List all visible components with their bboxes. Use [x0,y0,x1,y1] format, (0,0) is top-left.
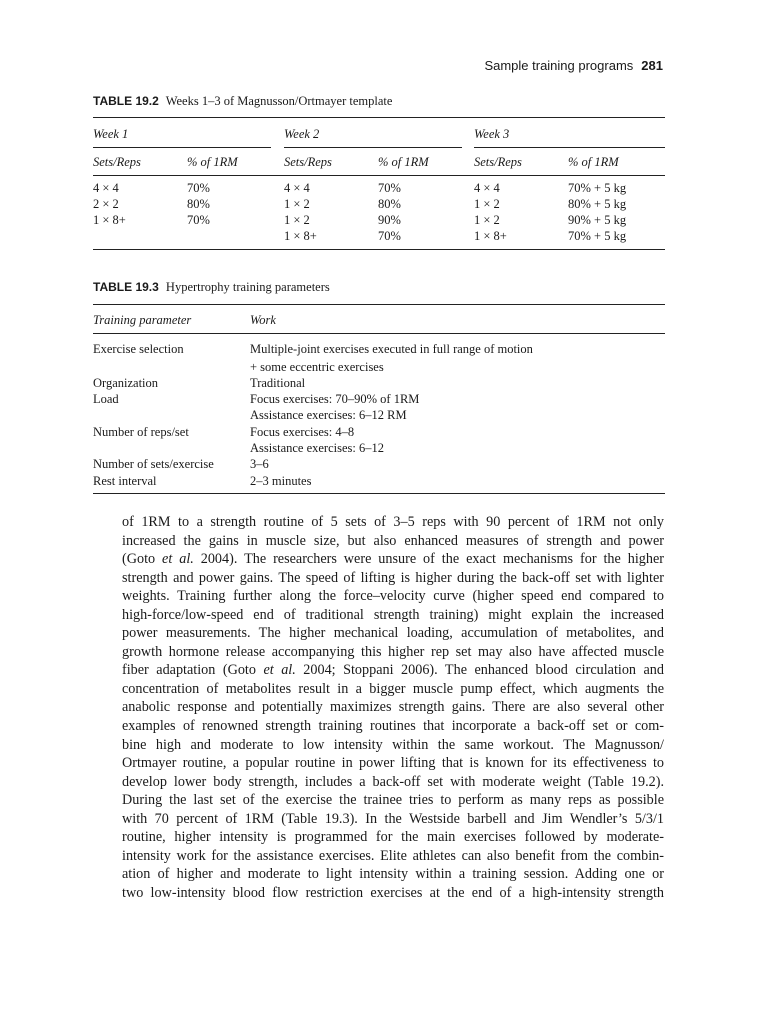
table-cell: 70% [187,213,210,227]
table-cell: 1 × 2 [284,197,310,211]
italic-et-al: et al. [162,551,194,568]
table-cell: 4 × 4 [284,181,310,195]
table-cell: 80% + 5 kg [568,197,627,211]
table-cell: Number of sets/exercise [93,457,214,471]
table-cell: 1 × 8+ [93,213,126,227]
table-cell: 80% [187,197,210,211]
table-cell: 1 × 2 [284,213,310,227]
table-title: Hypertrophy training parameters [165,280,330,294]
text-line: fiber adaptation (Goto et al. 2004; Stoppani 2006). The enhanced blood circulation and [122,662,664,679]
table-19-3-caption [93,280,330,295]
text-line: ation of higher and moderate to light intensity within a training session. Adding one or [122,866,664,883]
running-head [484,58,663,73]
table-19-2-caption [93,94,392,109]
column-header: % of 1RM [378,155,429,169]
column-header: Training parameter [93,313,192,327]
table-cell: 80% [378,197,401,211]
table-cell: Organization [93,376,159,390]
table-title: Weeks 1–3 of Magnusson/Ortmayer template [165,94,393,108]
text-line: develop lower body strength, includes a back-off set with moderate weight (Table 19.2). [122,773,664,790]
column-header: Work [250,313,276,327]
header-rule [93,333,665,334]
text-line: power measurements. The higher mechanical loading, accumulation of metabolites, and [122,625,664,642]
column-header: % of 1RM [187,155,238,169]
text-line: weights. Training further along the force–velocity curve (higher speed end compared to [122,588,664,605]
table-cell: 4 × 4 [93,181,119,195]
table-cell: Number of reps/set [93,425,189,439]
table-cell: Multiple-joint exercises executed in full range of motion [250,342,533,356]
table-cell: 70% [187,181,210,195]
table-cell: Load [93,392,119,406]
text-line: two low-intensity blood flow restriction exercises at the end of a high-intensity strength [122,884,664,901]
column-header: Sets/Reps [474,155,522,169]
week-underline [284,147,462,148]
table-cell: Focus exercises: 4–8 [250,425,355,439]
table-label: TABLE 19.2 [93,94,159,108]
table-cell: 70% [378,181,401,195]
header-rule [93,175,665,176]
table-cell: 90% + 5 kg [568,213,627,227]
week-underline [474,147,665,148]
table-cell: 90% [378,213,401,227]
table-cell: + some eccentric exercises [250,360,384,374]
table-cell: 2–3 minutes [250,474,312,488]
text-line: high-force/low-speed end of traditional strength training) might explain the increased [122,606,664,623]
column-header: % of 1RM [568,155,619,169]
table-cell: 4 × 4 [474,181,500,195]
text-line: concentration of metabolites result in a bigger muscle pump effect, which augments the [122,680,664,697]
week-underline [93,147,271,148]
table-cell: Rest interval [93,474,157,488]
table-cell: 2 × 2 [93,197,119,211]
table-cell: 3–6 [250,457,269,471]
table-cell: 70% [378,229,401,243]
page-number: 281 [641,58,663,73]
text-line: Ortmayer routine, a popular routine in power lifting that is known for its effectiveness to [122,755,664,772]
text-line: strength and power gains. The speed of lifting is higher during the back-off set with lighter [122,569,664,586]
text-line: growth hormone release accompanying this higher rep set may also have affected muscle [122,643,664,660]
week-header: Week 2 [284,127,320,141]
text-line: of 1RM to a strength routine of 5 sets of 3–5 reps with 90 percent of 1RM not only [122,514,664,530]
text-line: with 70 percent of 1RM (Table 19.3). In the Westside barbell and Jim Wendler’s 5/3/1 [122,810,664,827]
table-cell: Focus exercises: 70–90% of 1RM [250,392,420,406]
table-cell: 1 × 2 [474,197,500,211]
text-line: (Goto et al. 2004). The researchers were unsure of the exact mechanisms for the higher [122,551,664,568]
table-cell: 1 × 8+ [284,229,317,243]
table-cell: 70% + 5 kg [568,181,627,195]
table-cell: Assistance exercises: 6–12 [250,441,384,455]
text-line: bine high and moderate to low intensity within the same workout. The Magnusson/ [122,736,664,753]
column-header: Sets/Reps [284,155,332,169]
text-line: routine, higher intensity is programmed for the main exercises followed by moderate- [122,829,664,846]
body-paragraph [122,513,664,902]
text-line: intensity work for the assistance exercises. Elite athletes can also benefit from the combin- [122,847,664,864]
italic-et-al: et al. [263,662,296,679]
text-line: examples of renowned strength training routines that incorporate a back-off set or com- [122,718,664,735]
table-cell: 70% + 5 kg [568,229,627,243]
table-cell: 1 × 8+ [474,229,507,243]
week-header: Week 1 [93,127,129,141]
table-cell: 1 × 2 [474,213,500,227]
table-top-rule [93,117,665,118]
text-line: During the last set of the exercise the trainee tries to perform as many reps as possible [122,792,664,809]
table-cell: Assistance exercises: 6–12 RM [250,408,407,422]
table-label: TABLE 19.3 [93,280,159,294]
column-header: Sets/Reps [93,155,141,169]
table-top-rule [93,304,665,305]
table-bottom-rule [93,493,665,494]
text-line: increased the gains in muscle size, but also enhanced measures of strength and power [122,532,664,549]
table-cell: Traditional [250,376,306,390]
text-line: anabolic response and potentially maximizes strength gains. There are also several other [122,699,664,716]
week-header: Week 3 [474,127,510,141]
running-title: Sample training programs [484,58,634,73]
table-cell: Exercise selection [93,342,184,356]
table-bottom-rule [93,249,665,250]
